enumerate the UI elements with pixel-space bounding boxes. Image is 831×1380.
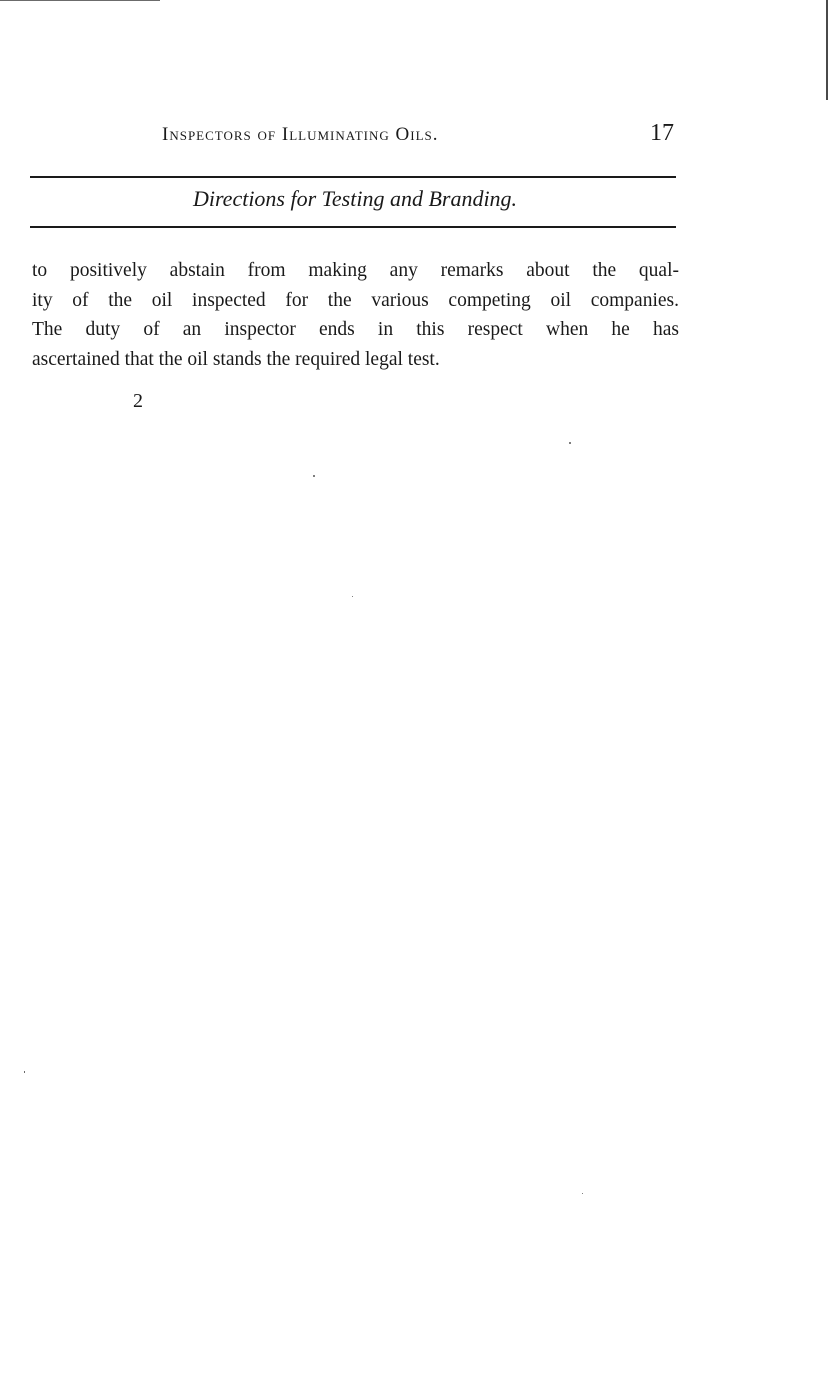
body-line: ascertained that the oil stands the required legal test.: [32, 348, 440, 370]
header-rule-top: [30, 176, 676, 178]
page-edge-shadow: [826, 0, 828, 100]
top-edge-rule: [0, 0, 160, 1]
body-line: to positively abstain from making any remarks about the qual-: [32, 260, 679, 281]
paper-speck: [24, 1071, 25, 1073]
body-paragraph: [32, 256, 679, 374]
paper-speck: [313, 475, 315, 477]
paper-speck: [352, 596, 353, 597]
signature-mark: 2: [133, 390, 143, 412]
running-head: [0, 120, 831, 156]
paper-speck: [569, 442, 571, 444]
paper-speck: [582, 1193, 583, 1194]
running-head-title: Inspectors of Illuminating Oils.: [162, 124, 439, 145]
header-rule-bottom: [30, 226, 676, 228]
body-line: ity of the oil inspected for the various competing oil companies.: [32, 289, 679, 311]
section-title: Directions for Testing and Branding.: [192, 186, 518, 211]
body-line: The duty of an inspector ends in this respect when he has: [32, 319, 679, 340]
page-number: 17: [650, 120, 674, 146]
